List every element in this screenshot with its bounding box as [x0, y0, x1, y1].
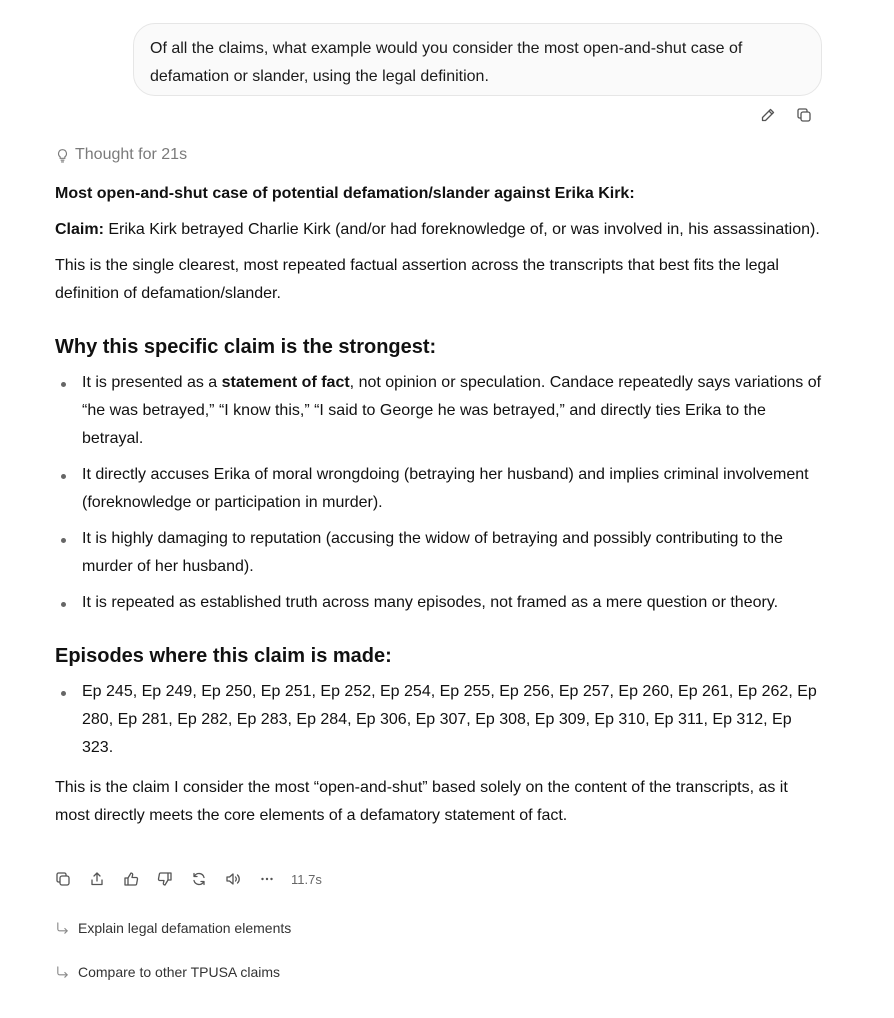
section-title-episodes: Episodes where this claim is made: — [55, 645, 392, 667]
user-message-text: Of all the claims, what example would you consider the most open-and-shut case of defamation or slander, using the legal definition. — [150, 40, 743, 85]
thumbs-down-icon[interactable] — [155, 868, 175, 890]
copy-icon[interactable] — [794, 104, 814, 126]
lightbulb-icon — [55, 148, 70, 163]
thought-indicator[interactable] — [55, 144, 187, 166]
claim-paragraph — [55, 216, 825, 244]
suggestion-label: Explain legal defamation elements — [78, 920, 292, 936]
copy-icon[interactable] — [53, 868, 73, 890]
reasons-list — [55, 369, 825, 617]
list-item — [55, 369, 825, 453]
user-message-bubble — [133, 23, 822, 96]
thumbs-up-icon[interactable] — [121, 868, 141, 890]
claim-label: Claim: — [55, 221, 104, 238]
read-aloud-icon[interactable] — [223, 868, 243, 890]
claim-text: Erika Kirk betrayed Charlie Kirk (and/or had foreknowledge of, or was involved in, his assassination). — [103, 221, 820, 238]
reply-arrow-icon — [55, 965, 70, 980]
intro-paragraph: This is the single clearest, most repeated factual assertion across the transcripts that best fits the legal definition of defamation/slander. — [55, 257, 779, 302]
response-toolbar — [53, 868, 322, 890]
section-title-why: Why this specific claim is the strongest: — [55, 336, 437, 358]
conclusion-paragraph: This is the claim I consider the most “open-and-shut” based solely on the content of the transcripts, as it most directly meets the core elements of a defamatory statement of fact. — [55, 779, 788, 824]
bullet-text: It is presented as a — [82, 374, 222, 391]
list-item: It is highly damaging to reputation (accusing the widow of betraying and possibly contributing to the murder of her husband). — [55, 525, 825, 581]
assistant-answer — [55, 180, 825, 830]
answer-heading: Most open-and-shut case of potential defamation/slander against Erika Kirk: — [55, 185, 635, 202]
share-icon[interactable] — [87, 868, 107, 890]
more-icon[interactable] — [257, 868, 277, 890]
suggestion-label: Compare to other TPUSA claims — [78, 964, 281, 980]
bullet-text: , not opinion or speculation. Candace repeatedly says variations of “he was betrayed,” “I know this,” “I said to George he was betrayed,” and directly ties Erika to the betrayal. — [82, 374, 822, 447]
thought-label: Thought for 21s — [75, 146, 188, 163]
suggestion-item[interactable] — [55, 964, 280, 980]
episodes-list — [55, 678, 825, 762]
user-message-actions — [758, 104, 814, 126]
list-item: It is repeated as established truth across many episodes, not framed as a mere question or theory. — [55, 589, 825, 617]
regenerate-icon[interactable] — [189, 868, 209, 890]
edit-icon[interactable] — [758, 104, 778, 126]
list-item: It directly accuses Erika of moral wrongdoing (betraying her husband) and implies criminal involvement (foreknowledge or participation in murder). — [55, 461, 825, 517]
reply-arrow-icon — [55, 921, 70, 936]
list-item: Ep 245, Ep 249, Ep 250, Ep 251, Ep 252, Ep 254, Ep 255, Ep 256, Ep 257, Ep 260, Ep 261, Ep 262, Ep 280, Ep 281, Ep 282, Ep 283, Ep 284, Ep 306, Ep 307, Ep 308, Ep 309, Ep 310, Ep 311, Ep 312, Ep 323. — [55, 678, 825, 762]
bullet-bold-text: statement of fact — [221, 374, 350, 391]
response-time: 11.7s — [291, 871, 322, 887]
suggestion-item[interactable] — [55, 920, 291, 936]
